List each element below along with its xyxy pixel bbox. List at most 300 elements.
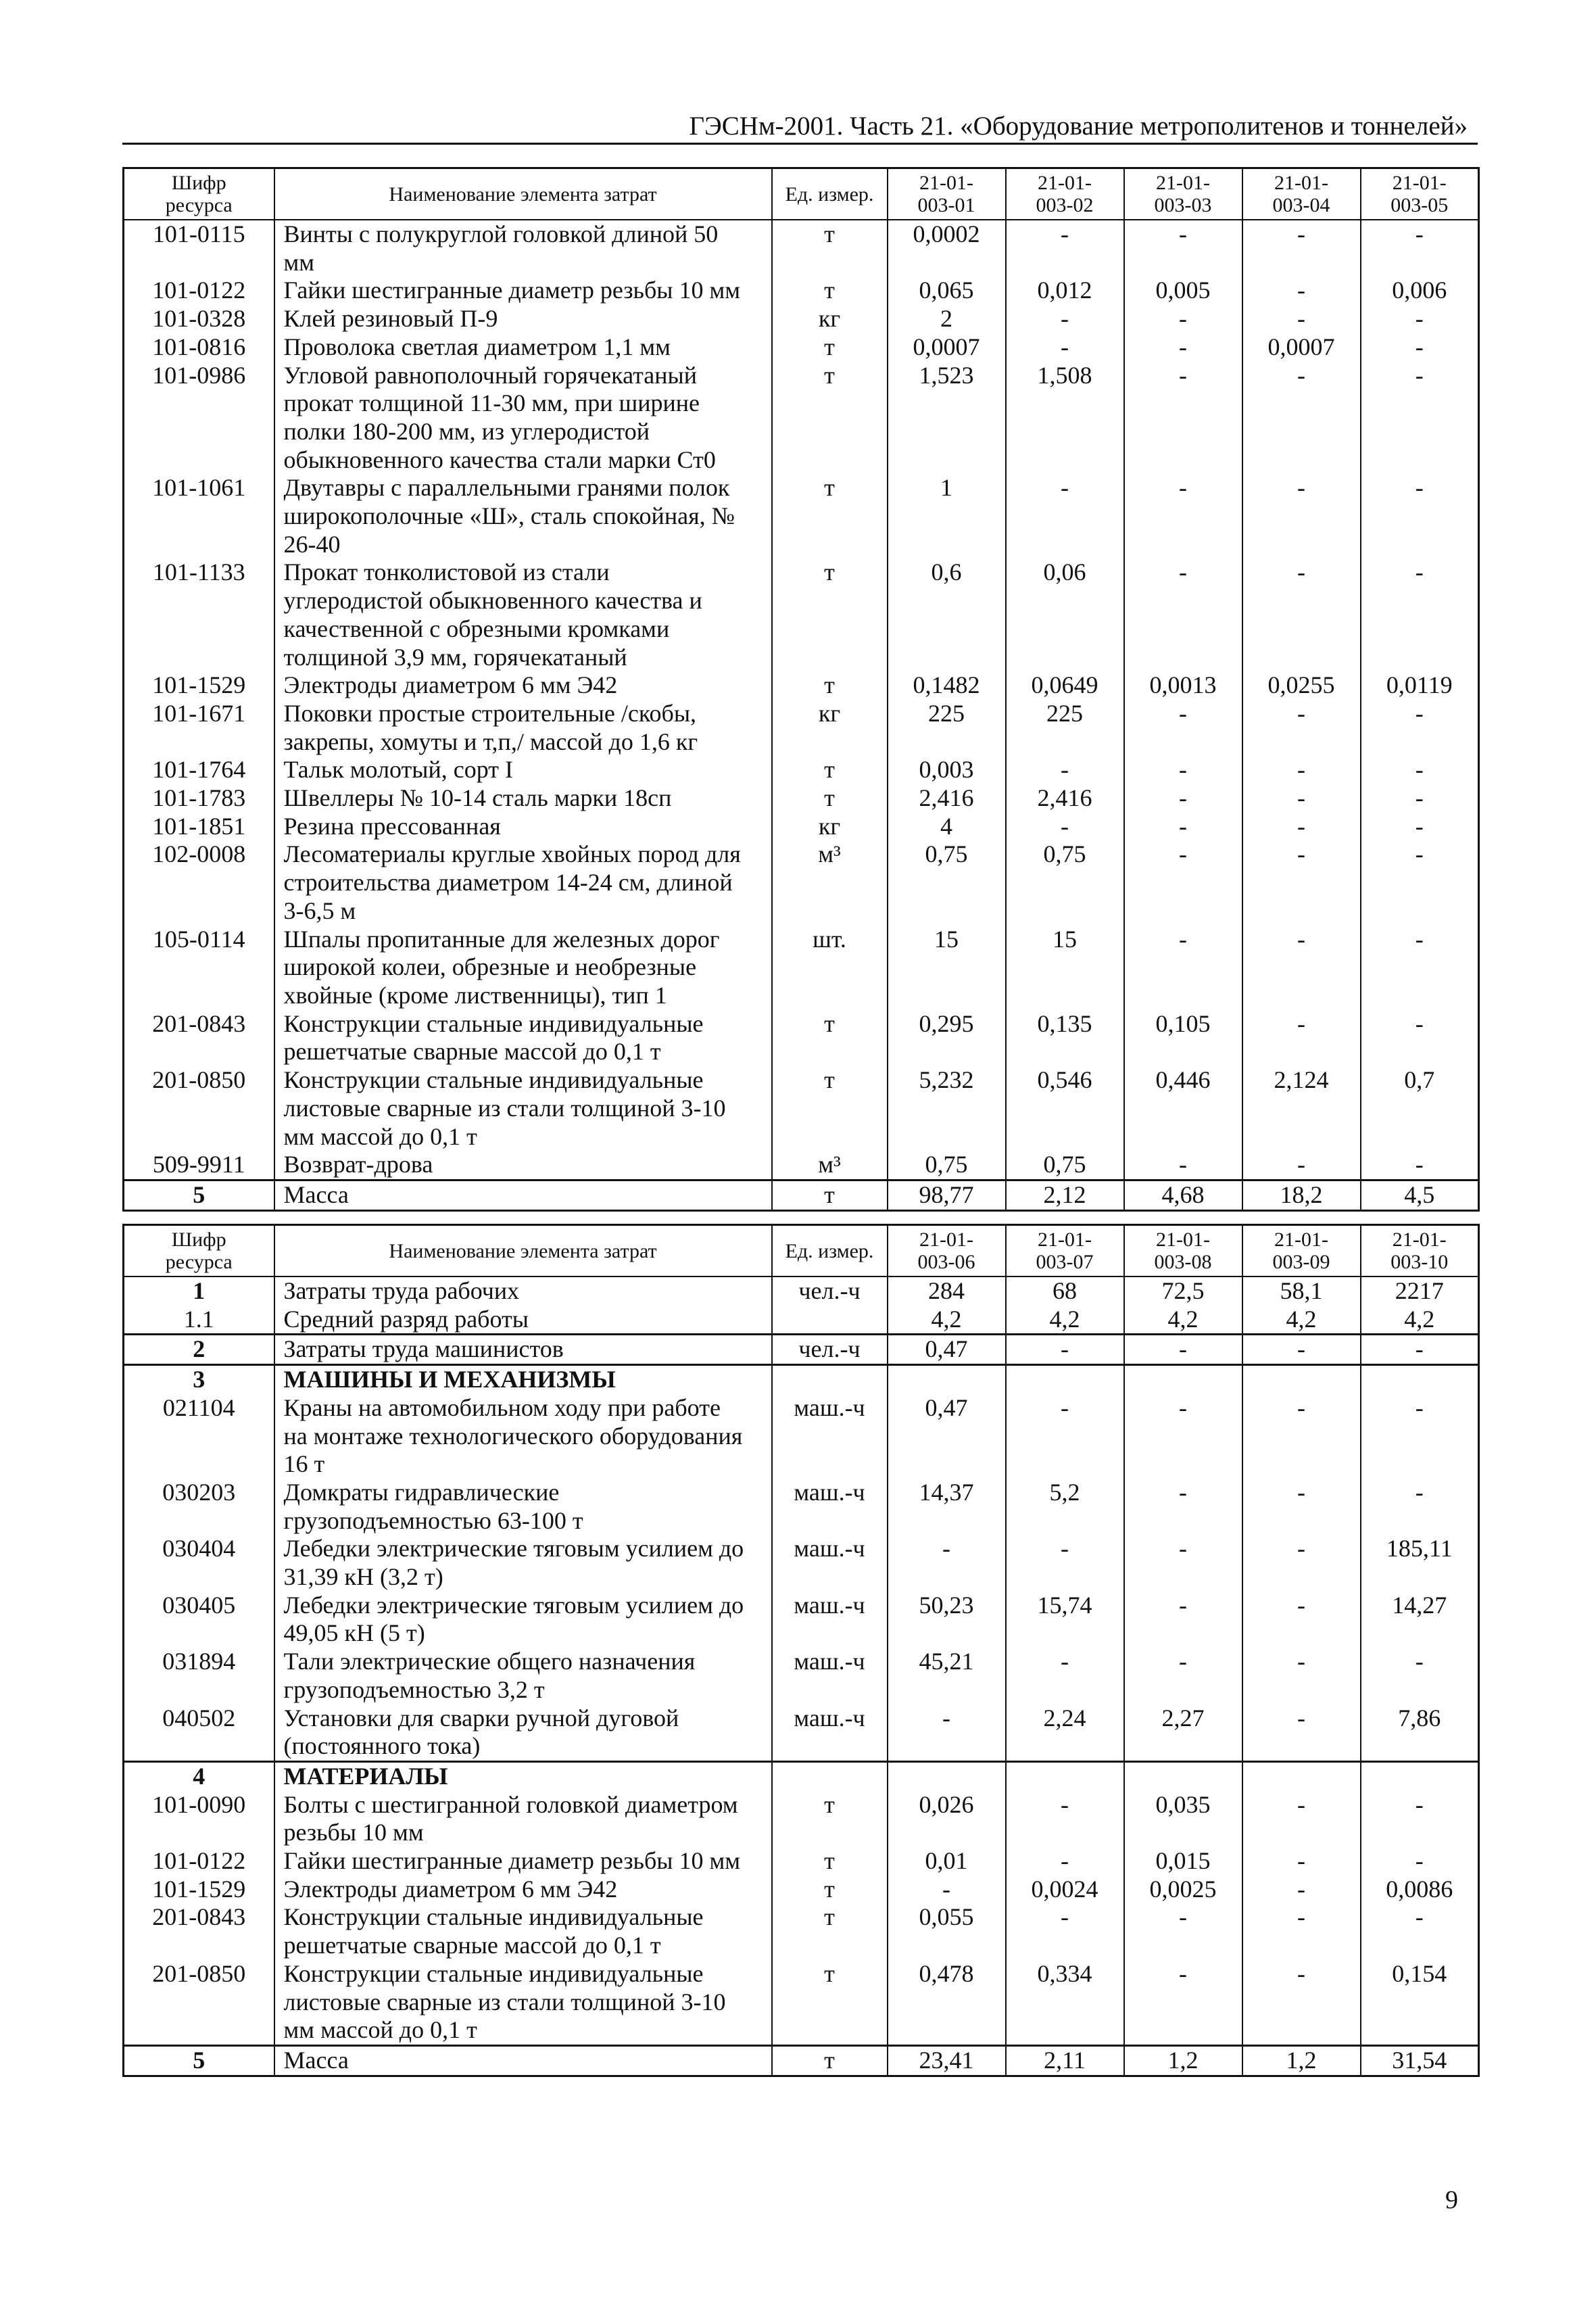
norm-value-cell: 4,5	[1361, 1180, 1479, 1210]
cost-item-name-cell: Гайки шестигранные диаметр резьбы 10 мм	[274, 277, 772, 305]
norm-value-cell: -	[1124, 1648, 1242, 1704]
norm-value-cell: 0,01	[888, 1847, 1006, 1876]
norm-value-cell: -	[1124, 756, 1242, 784]
table-header-row	[124, 1225, 1479, 1277]
table-row	[124, 558, 1479, 671]
norm-value-cell	[888, 1365, 1006, 1394]
norm-value-cell: 0,154	[1361, 1960, 1479, 2046]
unit-cell: м³	[772, 1151, 888, 1180]
norm-value-cell: 1,2	[1124, 2045, 1242, 2076]
resource-code-cell: 201-0850	[124, 1066, 274, 1151]
cost-item-name-cell: Электроды диаметром 6 мм Э42	[274, 671, 772, 700]
table-row	[124, 305, 1479, 333]
norm-value-cell: 4,68	[1124, 1180, 1242, 1210]
norm-value-cell: -	[1124, 813, 1242, 841]
norm-value-cell: -	[1124, 784, 1242, 813]
norm-value-cell: 0,005	[1124, 277, 1242, 305]
norm-value-cell: 4	[888, 813, 1006, 841]
resource-code-cell: 101-0115	[124, 220, 274, 277]
section-heading-row	[124, 1365, 1479, 1394]
table-row	[124, 671, 1479, 700]
norm-value-cell: -	[1124, 1903, 1242, 1959]
unit-cell: чел.-ч	[772, 1335, 888, 1365]
unit-cell: маш.-ч	[772, 1479, 888, 1535]
column-header-unit: Ед. измер.	[772, 168, 888, 220]
norm-value-cell: -	[1242, 362, 1361, 475]
table-row	[124, 756, 1479, 784]
norm-value-cell: -	[1124, 1335, 1242, 1365]
unit-cell: маш.-ч	[772, 1394, 888, 1479]
cost-item-name-cell: Клей резиновый П-9	[274, 305, 772, 333]
resource-code-cell: 2	[124, 1335, 274, 1365]
table-row	[124, 1479, 1479, 1535]
unit-cell: т	[772, 1960, 888, 2046]
unit-cell: кг	[772, 700, 888, 756]
norm-value-cell: 0,0024	[1006, 1876, 1124, 1904]
unit-cell: маш.-ч	[772, 1704, 888, 1762]
cost-item-name-cell: Двутавры с параллельными гранями полок широкополочные «Ш», сталь спокойная, № 26-40	[274, 474, 772, 558]
norm-value-cell: 15	[888, 926, 1006, 1010]
norm-value-cell: -	[1361, 1010, 1479, 1066]
column-header-norm: 21-01- 003-04	[1242, 168, 1361, 220]
unit-cell: т	[772, 784, 888, 813]
resource-code-cell: 1.1	[124, 1306, 274, 1335]
column-header-norm: 21-01- 003-06	[888, 1225, 1006, 1277]
table-row	[124, 700, 1479, 756]
norm-value-cell	[1242, 1761, 1361, 1790]
norm-value-cell: -	[1242, 1394, 1361, 1479]
table-row	[124, 813, 1479, 841]
table-body	[124, 220, 1479, 1210]
norm-value-cell: -	[1361, 784, 1479, 813]
table-row	[124, 1592, 1479, 1648]
resource-norms-table-1	[122, 167, 1480, 1212]
norm-value-cell: -	[1361, 1648, 1479, 1704]
norm-value-cell: -	[1242, 1704, 1361, 1762]
unit-cell: т	[772, 671, 888, 700]
cost-item-name-cell: Конструкции стальные индивидуальные решетчатые сварные массой до 0,1 т	[274, 1010, 772, 1066]
table-row	[124, 1276, 1479, 1306]
resource-code-cell: 201-0843	[124, 1010, 274, 1066]
cost-item-name-cell: Масса	[274, 1180, 772, 1210]
norm-value-cell: -	[1242, 277, 1361, 305]
norm-value-cell	[1361, 1365, 1479, 1394]
norm-value-cell: -	[1361, 305, 1479, 333]
column-header-code: Шифр ресурса	[124, 1225, 274, 1277]
norm-value-cell: 0,065	[888, 277, 1006, 305]
norm-value-cell: 0,0025	[1124, 1876, 1242, 1904]
table-row	[124, 1876, 1479, 1904]
norm-value-cell: 0,006	[1361, 277, 1479, 305]
norm-value-cell: 14,37	[888, 1479, 1006, 1535]
column-header-norm: 21-01- 003-05	[1361, 168, 1479, 220]
norm-value-cell: -	[1124, 474, 1242, 558]
norm-value-cell: 2,27	[1124, 1704, 1242, 1762]
norm-value-cell: 0,0119	[1361, 671, 1479, 700]
norm-value-cell: 1	[888, 474, 1006, 558]
norm-value-cell: -	[1361, 474, 1479, 558]
norm-value-cell: -	[1242, 840, 1361, 925]
table-row	[124, 1394, 1479, 1479]
column-header-norm: 21-01- 003-01	[888, 168, 1006, 220]
resource-code-cell: 105-0114	[124, 926, 274, 1010]
unit-cell: т	[772, 1903, 888, 1959]
unit-cell: т	[772, 756, 888, 784]
norm-value-cell: 0,334	[1006, 1960, 1124, 2046]
norm-value-cell: -	[1006, 1648, 1124, 1704]
cost-item-name-cell: Масса	[274, 2045, 772, 2076]
norm-value-cell: 0,015	[1124, 1847, 1242, 1876]
norm-value-cell: -	[1361, 926, 1479, 1010]
unit-cell: кг	[772, 305, 888, 333]
resource-code-cell: 101-0816	[124, 333, 274, 362]
norm-value-cell: 0,47	[888, 1335, 1006, 1365]
norm-value-cell	[1006, 1761, 1124, 1790]
norm-value-cell: -	[1006, 1535, 1124, 1591]
unit-cell: т	[772, 474, 888, 558]
table-row	[124, 1306, 1479, 1335]
page-number: 9	[1445, 2186, 1458, 2214]
resource-norms-table-2	[122, 1224, 1480, 2077]
norm-value-cell: -	[1361, 1847, 1479, 1876]
unit-cell: т	[772, 1066, 888, 1151]
norm-value-cell: -	[1006, 1335, 1124, 1365]
norm-value-cell: 15,74	[1006, 1592, 1124, 1648]
cost-item-name-cell: Краны на автомобильном ходу при работе на монтаже технологического оборудования 16 т	[274, 1394, 772, 1479]
norm-value-cell	[1242, 1365, 1361, 1394]
resource-code-cell: 3	[124, 1365, 274, 1394]
table-row	[124, 474, 1479, 558]
norm-value-cell: 0,446	[1124, 1066, 1242, 1151]
norm-value-cell: 23,41	[888, 2045, 1006, 2076]
unit-cell	[772, 1365, 888, 1394]
norm-value-cell: 5,2	[1006, 1479, 1124, 1535]
norm-value-cell: 2,24	[1006, 1704, 1124, 1762]
norm-value-cell: 1,508	[1006, 362, 1124, 475]
unit-cell: маш.-ч	[772, 1592, 888, 1648]
table-row	[124, 1151, 1479, 1180]
running-header: ГЭСНм-2001. Часть 21. «Оборудование метрополитенов и тоннелей»	[689, 112, 1468, 141]
norm-value-cell: 0,105	[1124, 1010, 1242, 1066]
column-header-name: Наименование элемента затрат	[274, 1225, 772, 1277]
norm-value-cell: -	[1242, 1648, 1361, 1704]
resource-code-cell: 021104	[124, 1394, 274, 1479]
resource-code-cell: 101-1133	[124, 558, 274, 671]
unit-cell	[772, 1761, 888, 1790]
column-header-unit: Ед. измер.	[772, 1225, 888, 1277]
norm-value-cell: -	[1124, 1960, 1242, 2046]
norm-value-cell: -	[1361, 813, 1479, 841]
norm-value-cell: -	[1006, 220, 1124, 277]
norm-value-cell: -	[1361, 1903, 1479, 1959]
column-header-name: Наименование элемента затрат	[274, 168, 772, 220]
norm-value-cell: 4,2	[1006, 1306, 1124, 1335]
norm-value-cell: -	[1242, 305, 1361, 333]
cost-item-name-cell: Болты с шестигранной головкой диаметром резьбы 10 мм	[274, 1791, 772, 1847]
norm-value-cell: 2,124	[1242, 1066, 1361, 1151]
cost-item-name-cell: Гайки шестигранные диаметр резьбы 10 мм	[274, 1847, 772, 1876]
cost-item-name-cell: Прокат тонколистовой из стали углеродистой обыкновенного качества и качественной с обрезными кромками толщиной 3,9 мм, горячекатаный	[274, 558, 772, 671]
norm-value-cell: 0,75	[888, 1151, 1006, 1180]
table-row	[124, 1960, 1479, 2046]
cost-item-name-cell: Конструкции стальные индивидуальные листовые сварные из стали толщиной 3-10 мм массой до 0,1 т	[274, 1960, 772, 2046]
norm-value-cell: -	[1242, 1479, 1361, 1535]
norm-value-cell: 4,2	[888, 1306, 1006, 1335]
norm-value-cell: -	[1242, 813, 1361, 841]
norm-value-cell: -	[1124, 1394, 1242, 1479]
unit-cell: т	[772, 277, 888, 305]
resource-code-cell: 101-0986	[124, 362, 274, 475]
norm-value-cell: 2,12	[1006, 1180, 1124, 1210]
norm-value-cell: -	[888, 1535, 1006, 1591]
norm-value-cell: -	[1361, 700, 1479, 756]
cost-item-name-cell: Угловой равнополочный горячекатаный прокат толщиной 11-30 мм, при ширине полки 180-200 мм, из углеродистой обыкновенного качества стали марки Ст0	[274, 362, 772, 475]
resource-code-cell: 030405	[124, 1592, 274, 1648]
norm-value-cell	[1124, 1365, 1242, 1394]
cost-item-name-cell: Домкраты гидравлические грузоподъемностью 63-100 т	[274, 1479, 772, 1535]
norm-value-cell: 0,75	[1006, 1151, 1124, 1180]
norm-value-cell: 1,523	[888, 362, 1006, 475]
norm-value-cell: 72,5	[1124, 1276, 1242, 1306]
norm-value-cell	[1361, 1761, 1479, 1790]
table-row	[124, 333, 1479, 362]
norm-value-cell: 0,0007	[1242, 333, 1361, 362]
norm-value-cell: -	[1006, 1903, 1124, 1959]
cost-item-name-cell: Затраты труда машинистов	[274, 1335, 772, 1365]
norm-value-cell: 0,7	[1361, 1066, 1479, 1151]
resource-code-cell: 101-0090	[124, 1791, 274, 1847]
norm-value-cell: 0,6	[888, 558, 1006, 671]
norm-value-cell: -	[1006, 813, 1124, 841]
norm-value-cell: 4,2	[1242, 1306, 1361, 1335]
cost-item-name-cell: Возврат-дрова	[274, 1151, 772, 1180]
cost-item-name-cell: Конструкции стальные индивидуальные листовые сварные из стали толщиной 3-10 мм массой до 0,1 т	[274, 1066, 772, 1151]
unit-cell: маш.-ч	[772, 1535, 888, 1591]
cost-item-name-cell: Средний разряд работы	[274, 1306, 772, 1335]
norm-value-cell: -	[1124, 558, 1242, 671]
header-rule	[122, 143, 1478, 145]
table-row	[124, 1704, 1479, 1762]
norm-value-cell: 31,54	[1361, 2045, 1479, 2076]
norm-value-cell: 98,77	[888, 1180, 1006, 1210]
norm-value-cell: 0,003	[888, 756, 1006, 784]
norm-value-cell: -	[1242, 756, 1361, 784]
cost-item-name-cell: Швеллеры № 10-14 сталь марки 18сп	[274, 784, 772, 813]
norm-value-cell: -	[1361, 220, 1479, 277]
resource-code-cell: 5	[124, 1180, 274, 1210]
table-row	[124, 926, 1479, 1010]
norm-value-cell: -	[1124, 1479, 1242, 1535]
norm-value-cell: 4,2	[1124, 1306, 1242, 1335]
norm-value-cell: 0,47	[888, 1394, 1006, 1479]
norm-value-cell: 0,75	[1006, 840, 1124, 925]
norm-value-cell: 0,0002	[888, 220, 1006, 277]
unit-cell: т	[772, 1847, 888, 1876]
norm-value-cell: 18,2	[1242, 1180, 1361, 1210]
norm-value-cell: -	[1242, 558, 1361, 671]
resource-code-cell: 101-1061	[124, 474, 274, 558]
table-header	[124, 168, 1479, 220]
cost-item-name-cell: Тальк молотый, сорт I	[274, 756, 772, 784]
norm-value-cell: -	[1242, 1847, 1361, 1876]
table-row	[124, 840, 1479, 925]
norm-value-cell: -	[1242, 926, 1361, 1010]
norm-value-cell: 225	[1006, 700, 1124, 756]
cost-item-name-cell: Винты с полукруглой головкой длиной 50 мм	[274, 220, 772, 277]
norm-value-cell: 50,23	[888, 1592, 1006, 1648]
norm-value-cell: -	[1361, 558, 1479, 671]
table-row	[124, 1180, 1479, 1210]
cost-item-name-cell: Проволока светлая диаметром 1,1 мм	[274, 333, 772, 362]
unit-cell: кг	[772, 813, 888, 841]
table-row	[124, 2045, 1479, 2076]
table-row	[124, 1066, 1479, 1151]
table-body	[124, 1276, 1479, 2076]
cost-item-name-cell: Поковки простые строительные /скобы, закрепы, хомуты и т,п,/ массой до 1,6 кг	[274, 700, 772, 756]
norm-value-cell: 0,295	[888, 1010, 1006, 1066]
norm-value-cell: -	[1361, 1394, 1479, 1479]
norm-value-cell: 2,11	[1006, 2045, 1124, 2076]
norm-value-cell: 14,27	[1361, 1592, 1479, 1648]
column-header-norm: 21-01- 003-07	[1006, 1225, 1124, 1277]
norm-value-cell	[1124, 1761, 1242, 1790]
table-header	[124, 1225, 1479, 1277]
table-row	[124, 1335, 1479, 1365]
norm-value-cell: -	[1242, 1791, 1361, 1847]
norm-value-cell: -	[1006, 1394, 1124, 1479]
norm-value-cell: 0,75	[888, 840, 1006, 925]
table-row	[124, 277, 1479, 305]
table-row	[124, 1791, 1479, 1847]
table-row	[124, 784, 1479, 813]
cost-item-name-cell: Конструкции стальные индивидуальные решетчатые сварные массой до 0,1 т	[274, 1903, 772, 1959]
column-header-norm: 21-01- 003-02	[1006, 168, 1124, 220]
resource-code-cell: 102-0008	[124, 840, 274, 925]
norm-value-cell: -	[1124, 220, 1242, 277]
column-header-norm: 21-01- 003-03	[1124, 168, 1242, 220]
norm-value-cell: -	[1361, 1479, 1479, 1535]
norm-value-cell: -	[1242, 1535, 1361, 1591]
norm-value-cell: 2	[888, 305, 1006, 333]
cost-item-name-cell: Лебедки электрические тяговым усилием до 31,39 кН (3,2 т)	[274, 1535, 772, 1591]
unit-cell: т	[772, 1180, 888, 1210]
norm-value-cell: 0,026	[888, 1791, 1006, 1847]
cost-item-name-cell: Тали электрические общего назначения грузоподъемностью 3,2 т	[274, 1648, 772, 1704]
norm-value-cell: 185,11	[1361, 1535, 1479, 1591]
norm-value-cell: 45,21	[888, 1648, 1006, 1704]
table-row	[124, 1010, 1479, 1066]
resource-code-cell: 509-9911	[124, 1151, 274, 1180]
norm-value-cell: 68	[1006, 1276, 1124, 1306]
norm-value-cell: 15	[1006, 926, 1124, 1010]
unit-cell: т	[772, 1010, 888, 1066]
unit-cell: шт.	[772, 926, 888, 1010]
norm-value-cell: 225	[888, 700, 1006, 756]
resource-code-cell: 101-0328	[124, 305, 274, 333]
norm-value-cell: -	[1124, 333, 1242, 362]
column-header-norm: 21-01- 003-09	[1242, 1225, 1361, 1277]
norm-value-cell: 5,232	[888, 1066, 1006, 1151]
norm-value-cell: -	[1124, 1535, 1242, 1591]
cost-item-name-cell: Затраты труда рабочих	[274, 1276, 772, 1306]
unit-cell: т	[772, 333, 888, 362]
norm-value-cell: -	[1006, 756, 1124, 784]
resource-code-cell: 101-0122	[124, 1847, 274, 1876]
norm-value-cell	[888, 1761, 1006, 1790]
norm-value-cell: -	[1242, 1151, 1361, 1180]
norm-value-cell: -	[1242, 1335, 1361, 1365]
norm-value-cell: -	[888, 1876, 1006, 1904]
unit-cell: маш.-ч	[772, 1648, 888, 1704]
norm-value-cell: -	[1242, 1960, 1361, 2046]
norm-value-cell: 2217	[1361, 1276, 1479, 1306]
cost-item-name-cell: Шпалы пропитанные для железных дорог широкой колеи, обрезные и необрезные хвойные (кроме лиственницы), тип 1	[274, 926, 772, 1010]
norm-value-cell: 0,0649	[1006, 671, 1124, 700]
cost-item-name-cell: Лесоматериалы круглые хвойных пород для строительства диаметром 14-24 см, длиной 3-6,5 м	[274, 840, 772, 925]
resource-code-cell: 030404	[124, 1535, 274, 1591]
norm-value-cell: 0,546	[1006, 1066, 1124, 1151]
norm-value-cell: -	[1006, 474, 1124, 558]
unit-cell: т	[772, 2045, 888, 2076]
norm-value-cell: 0,135	[1006, 1010, 1124, 1066]
unit-cell: чел.-ч	[772, 1276, 888, 1306]
table-row	[124, 1903, 1479, 1959]
resource-code-cell: 101-1783	[124, 784, 274, 813]
unit-cell: м³	[772, 840, 888, 925]
table-row	[124, 1535, 1479, 1591]
cost-item-name-cell: Установки для сварки ручной дуговой (постоянного тока)	[274, 1704, 772, 1762]
cost-item-name-cell: Электроды диаметром 6 мм Э42	[274, 1876, 772, 1904]
norm-value-cell: -	[1006, 1847, 1124, 1876]
norm-value-cell: -	[1124, 926, 1242, 1010]
norm-value-cell: 4,2	[1361, 1306, 1479, 1335]
unit-cell: т	[772, 1791, 888, 1847]
norm-value-cell: -	[1361, 362, 1479, 475]
norm-value-cell: 0,035	[1124, 1791, 1242, 1847]
norm-value-cell: -	[1124, 840, 1242, 925]
norm-value-cell: -	[1006, 333, 1124, 362]
table-row	[124, 362, 1479, 475]
norm-value-cell: 1,2	[1242, 2045, 1361, 2076]
norm-value-cell: -	[1124, 362, 1242, 475]
norm-value-cell: -	[1006, 1791, 1124, 1847]
resource-code-cell: 101-1529	[124, 1876, 274, 1904]
resource-code-cell: 040502	[124, 1704, 274, 1762]
norm-value-cell: -	[888, 1704, 1006, 1762]
norm-value-cell: -	[1124, 305, 1242, 333]
norm-value-cell: 0,1482	[888, 671, 1006, 700]
resource-code-cell: 201-0843	[124, 1903, 274, 1959]
resource-code-cell: 101-1671	[124, 700, 274, 756]
norm-value-cell: 0,0007	[888, 333, 1006, 362]
unit-cell: т	[772, 362, 888, 475]
column-header-norm: 21-01- 003-08	[1124, 1225, 1242, 1277]
norm-value-cell: 0,055	[888, 1903, 1006, 1959]
resource-code-cell: 101-1529	[124, 671, 274, 700]
norm-value-cell: 0,0255	[1242, 671, 1361, 700]
resource-code-cell: 1	[124, 1276, 274, 1306]
unit-cell: т	[772, 558, 888, 671]
resource-code-cell: 101-1764	[124, 756, 274, 784]
norm-value-cell: -	[1242, 474, 1361, 558]
norm-value-cell: 58,1	[1242, 1276, 1361, 1306]
unit-cell	[772, 1306, 888, 1335]
table-header-row	[124, 168, 1479, 220]
resource-code-cell: 101-0122	[124, 277, 274, 305]
unit-cell: т	[772, 1876, 888, 1904]
norm-value-cell: -	[1124, 700, 1242, 756]
norm-value-cell: 2,416	[888, 784, 1006, 813]
